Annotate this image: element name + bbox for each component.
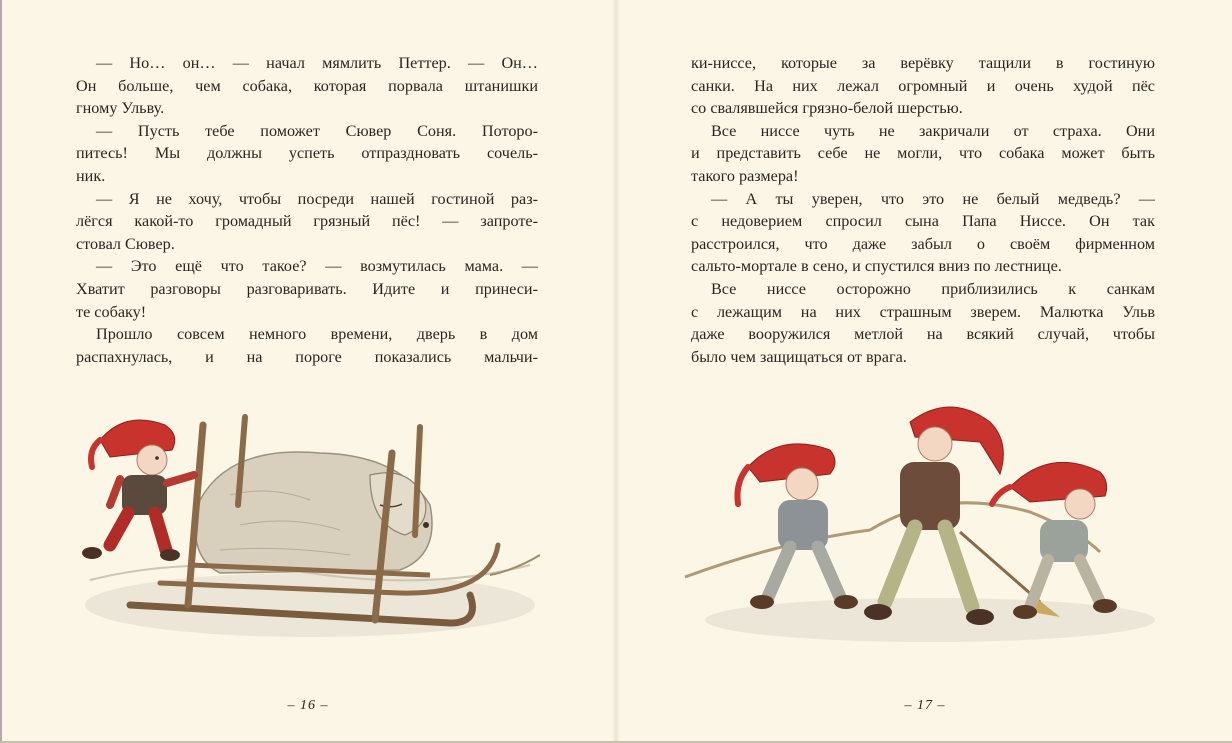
page-edge <box>0 0 2 743</box>
text-line: — Это ещё что такое? — возмутилась мама. — <box>96 257 538 276</box>
text-line: и представить себе не могли, что собака может быть <box>691 144 1155 163</box>
book-gutter <box>612 0 620 743</box>
text-line: — А ты уверен, что это не белый медведь? — <box>711 189 1155 208</box>
text-line: — Я не хочу, чтобы посреди нашей гостиной раз- <box>96 189 538 208</box>
text-line: стовал Сювер. <box>76 234 175 253</box>
text-line: санки. На них лежал огромный и очень худой пёс <box>691 76 1155 95</box>
page-17-text <box>691 52 1155 368</box>
text-line: Прошло совсем немного времени, дверь в дом <box>96 325 538 344</box>
text-line: сальто-мортале в сено, и спустился вниз по лестнице. <box>691 257 1062 276</box>
text-line: ки-ниссе, которые за верёвку тащили в гостиную <box>691 54 1155 72</box>
text-line: те собаку! <box>76 302 147 321</box>
three-gnomes-pulling-rope-illustration <box>680 392 1170 652</box>
page-16-text <box>76 52 538 368</box>
text-line: такого размера! <box>691 166 799 185</box>
text-line: Все ниссе чуть не закричали от страха. Они <box>711 121 1155 140</box>
text-line: — Пусть тебе поможет Сювер Соня. Поторо- <box>96 121 538 140</box>
page-17 <box>616 0 1232 743</box>
text-line: Он больше, чем собака, которая порвала штанишки <box>76 76 538 95</box>
gnome-pushing-sled-with-dog-illustration <box>70 405 550 645</box>
text-line: с недоверием спросил сына Папа Ниссе. Он так <box>691 212 1155 231</box>
text-line: расстроился, что даже забыл о своём фирменном <box>691 234 1155 253</box>
text-line: было чем защищаться от врага. <box>691 347 907 366</box>
text-line: питесь! Мы должны успеть отпраздновать сочель- <box>76 144 538 163</box>
page-number: – 17 – <box>904 698 946 713</box>
text-line: распахнулась, и на пороге показались мальчи- <box>76 347 538 366</box>
text-line: Все ниссе осторожно приблизились к санкам <box>711 279 1155 298</box>
text-line: гному Ульву. <box>76 99 165 118</box>
page-number: – 16 – <box>287 698 329 713</box>
text-line: со свалявшейся грязно-белой шерстью. <box>691 99 963 118</box>
text-line: даже вооружился метлой на всякий случай, чтобы <box>691 325 1155 344</box>
text-line: — Но… он… — начал мямлить Петтер. — Он… <box>96 54 538 72</box>
text-line: лёгся какой-то громадный грязный пёс! — запроте- <box>76 212 538 231</box>
text-line: Хватит разговоры разговаривать. Идите и принеси- <box>76 279 538 298</box>
text-line: ник. <box>76 166 106 185</box>
text-line: с лежащим на них страшным зверем. Малютка Ульв <box>691 302 1155 321</box>
